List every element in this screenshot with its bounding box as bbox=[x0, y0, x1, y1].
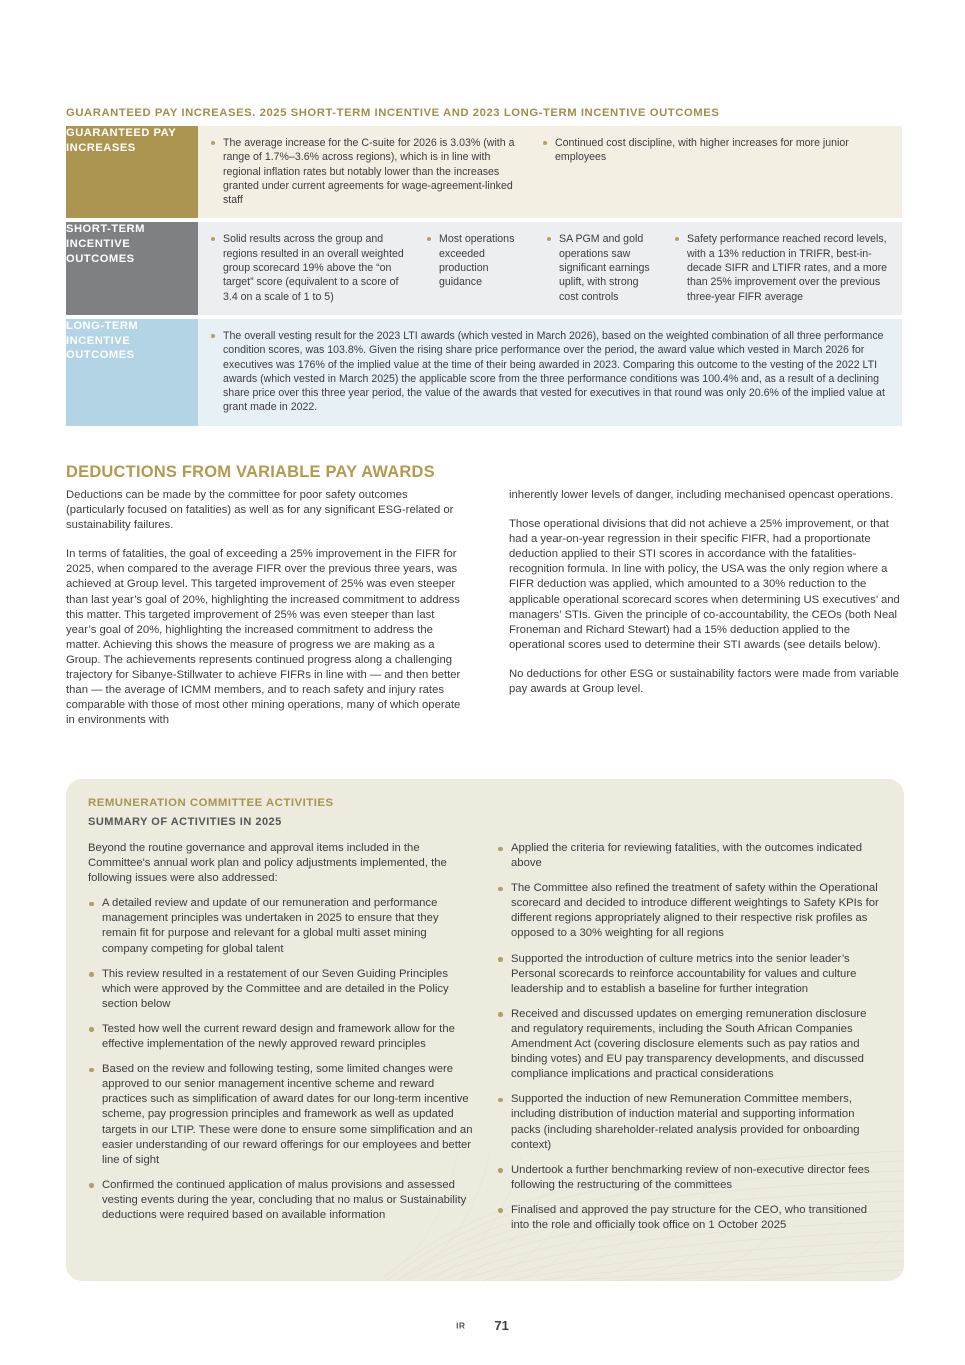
bullet-list bbox=[546, 232, 652, 303]
page-number: 71 bbox=[494, 1318, 509, 1333]
row-label: GUARANTEED PAY INCREASES bbox=[66, 126, 198, 218]
row-content bbox=[198, 222, 902, 314]
row-content bbox=[198, 126, 902, 218]
bullet-list bbox=[542, 136, 892, 165]
bullet-list bbox=[210, 136, 520, 207]
report-code: IR bbox=[456, 1320, 466, 1331]
remuneration-committee-box bbox=[66, 779, 904, 1281]
list-item: Tested how well the current reward design and framework allow for the effective implementation of the newly approved reward principles bbox=[88, 1022, 473, 1052]
bullet-list bbox=[210, 329, 892, 415]
table-row bbox=[66, 126, 902, 218]
list-item: Finalised and approved the pay structure for the CEO, who transitioned into the role and officially took office on 1 October 2025 bbox=[497, 1203, 882, 1233]
content-cell bbox=[534, 222, 662, 314]
bullet-item: Most operations exceeded production guidance bbox=[426, 232, 524, 289]
bullet-list bbox=[210, 232, 404, 303]
page-footer bbox=[0, 1318, 965, 1333]
list-item: Applied the criteria for reviewing fatalities, with the outcomes indicated above bbox=[497, 841, 882, 871]
bullet-item: Safety performance reached record levels, with a 13% reduction in TRIFR, best-in-decade SIFR and LTIFR rates, and a more than 25% improvement over the previous three-year FIFR average bbox=[674, 232, 892, 303]
row-content bbox=[198, 319, 902, 426]
bullet-item: The overall vesting result for the 2023 LTI awards (which vested in March 2026), based on the weighted combination of all three performance condition scores, was 103.8%. Given the rising share price performance over the period, the award value which vested in March 2026 for executives was 176% of the implied value at the time of their being awarded in 2023. Comparing this outcome to the vesting of the 2022 LTI awards (which vested in March 2025) the applicable score from the three performance conditions was 100.4% and, as a result of a declining share price over this three year period, the value of the awards that vested for executives in that round was only 20.6% of the implied value at grant made in 2022. bbox=[210, 329, 892, 415]
committee-right-column bbox=[497, 841, 882, 1243]
body-paragraph: In terms of fatalities, the goal of exceeding a 25% improvement in the FIFR for 2025, when compared to the average FIFR over the previous three years, was achieved at Group level. This targeted improvement of 25% was even steeper than last year’s goal of 20%, highlighting the increased commitment to address this matter. This targeted improvement of 25% was even steeper than last year’s goal of 20%, highlighting the increased commitment to address the matter. Achieving this shows the measure of progress we are making as a Group. The achievements represents continued progress along a challenging trajectory for Sibanye-Stillwater to achieve FIFRs in line with — and then better than — the average of ICMM members, and to reach safety and injury rates comparable with those of most other mining operations, many of which operate in environments with bbox=[66, 548, 461, 727]
list-item: Supported the induction of new Remuneration Committee members, including distribution of induction material and supporting information packs (including shareholder-related analysis provided for onboarding context) bbox=[497, 1092, 882, 1152]
committee-left-column bbox=[88, 841, 473, 1243]
body-paragraph: No deductions for other ESG or sustainability factors were made from variable pay awards at Group level. bbox=[509, 667, 899, 696]
bullet-item: SA PGM and gold operations saw significant earnings uplift, with strong cost controls bbox=[546, 232, 652, 303]
remuneration-committee-title: REMUNERATION COMMITTEE ACTIVITIES bbox=[88, 797, 334, 809]
deductions-heading: DEDUCTIONS FROM VARIABLE PAY AWARDS bbox=[66, 463, 435, 481]
bullet-list bbox=[426, 232, 524, 289]
row-label: LONG-TERM INCENTIVE OUTCOMES bbox=[66, 319, 198, 426]
outcomes-table-title: GUARANTEED PAY INCREASES. 2025 SHORT-TERM INCENTIVE AND 2023 LONG-TERM INCENTIVE OUTCOMES bbox=[66, 107, 720, 119]
deductions-left-column bbox=[66, 488, 466, 742]
list-item: Undertook a further benchmarking review of non-executive director fees following the restructuring of the committees bbox=[497, 1163, 882, 1193]
bullet-list bbox=[674, 232, 892, 303]
committee-intro: Beyond the routine governance and approval items included in the Committee's annual work plan and policy adjustments implemented, the following issues were also addressed: bbox=[88, 842, 447, 885]
bullet-item: The average increase for the C-suite for 2026 is 3.03% (with a range of 1.7%–3.6% across regions), which is in line with regional inflation rates but notably lower than the increases granted under current agreements for wage-agreement-linked staff bbox=[210, 136, 520, 207]
committee-right-list bbox=[497, 841, 882, 1233]
list-item: This review resulted in a restatement of our Seven Guiding Principles which were approved by the Committee and are detailed in the Policy section below bbox=[88, 967, 473, 1012]
content-cell bbox=[662, 222, 902, 314]
remuneration-committee-subtitle: SUMMARY OF ACTIVITIES IN 2025 bbox=[88, 816, 282, 828]
content-cell bbox=[198, 126, 530, 218]
content-cell bbox=[530, 126, 902, 218]
deductions-right-column bbox=[509, 488, 905, 711]
body-paragraph: Those operational divisions that did not achieve a 25% improvement, or that had a year-on-year regression in their specific FIFR, had a proportionate deduction applied to their STI scores in accordance with the fatalities-recognition formula. In line with policy, the USA was the only region where a FIFR deduction was applied, which amounted to a 30% reduction to the applicable operational scorecard scores when determining US executives’ and managers’ STIs. Given the principle of co-accountability, the CEOs (both Neal Froneman and Richard Stewart) had a 15% deduction applied to the operational scores used to determine their STI awards (see details below). bbox=[509, 518, 900, 651]
list-item: Based on the review and following testing, some limited changes were approved to our senior management incentive scheme and reward practices such as simplification of award dates for our long-term incentive scheme, pay progression principles and framework as well as updated targets in our LTIP. These were done to ensure some simplification and an easier understanding of our reward offerings for our employees and better line of sight bbox=[88, 1062, 473, 1168]
bullet-item: Continued cost discipline, with higher increases for more junior employees bbox=[542, 136, 892, 165]
table-row bbox=[66, 222, 902, 314]
committee-left-list bbox=[88, 896, 473, 1223]
list-item: The Committee also refined the treatment of safety within the Operational scorecard and decided to introduce different weightings to Safety KPIs for different regions appropriately aligned to their respective risk profiles as opposed to a 30% weighting for all regions bbox=[497, 881, 882, 941]
content-cell bbox=[198, 222, 414, 314]
list-item: Supported the introduction of culture metrics into the senior leader’s Personal scorecards to reinforce accountability for values and culture leadership and to establish a baseline for further integration bbox=[497, 952, 882, 997]
list-item: A detailed review and update of our remuneration and performance management principles was undertaken in 2025 to ensure that they remain fit for purpose and relevant for a global multi asset mining company competing for global talent bbox=[88, 896, 473, 956]
content-cell bbox=[198, 319, 902, 426]
list-item: Received and discussed updates on emerging remuneration disclosure and regulatory requirements, including the South African Companies Amendment Act (covering disclosure elements such as pay ratios and binding votes) and EU pay transparency developments, and discussed compliance implications and practical considerations bbox=[497, 1007, 882, 1082]
content-cell bbox=[414, 222, 534, 314]
body-paragraph: Deductions can be made by the committee for poor safety outcomes (particularly focused on fatalities) as well as for any significant ESG-related or sustainability failures. bbox=[66, 489, 454, 532]
table-row bbox=[66, 319, 902, 426]
body-paragraph: inherently lower levels of danger, including mechanised opencast operations. bbox=[509, 489, 894, 501]
bullet-item: Solid results across the group and regions resulted in an overall weighted group scorecard 19% above the “on target” score (equivalent to a score of 3.4 on a scale of 1 to 5) bbox=[210, 232, 404, 303]
list-item: Confirmed the continued application of malus provisions and assessed vesting events during the year, concluding that no malus or Sustainability deductions were required based on available information bbox=[88, 1178, 473, 1223]
row-label: SHORT-TERM INCENTIVE OUTCOMES bbox=[66, 222, 198, 314]
